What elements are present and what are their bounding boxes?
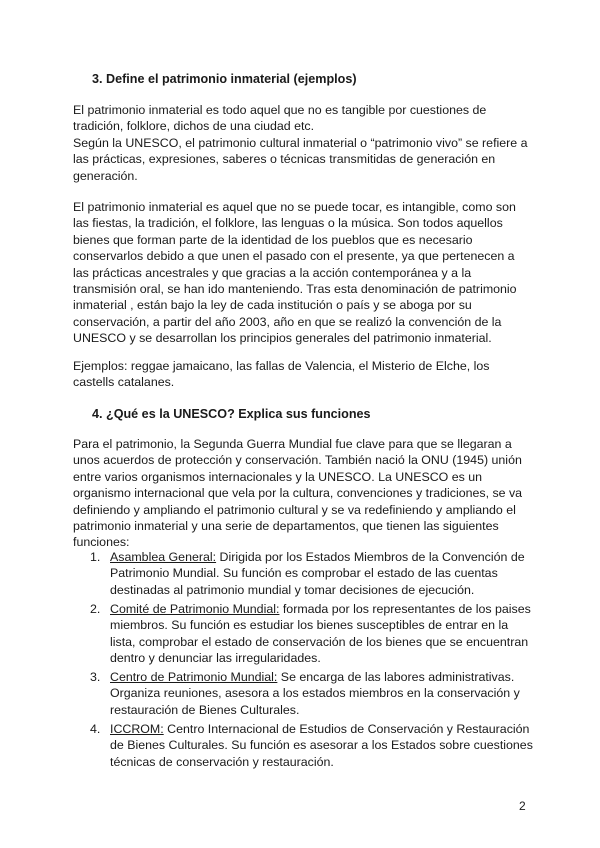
list-item-term: Comité de Patrimonio Mundial: (110, 601, 280, 616)
list-item-number: 4. (90, 721, 101, 736)
list-item-text: Dirigida por los Estados Miembros de la Convención de Patrimonio Mundial. Su función es comprobar el estado de las cuentas destinadas al patrimonio mundial y tomar decisiones de ejecución. (110, 550, 525, 597)
section-4-intro: Para el patrimonio, la Segunda Guerra Mundial fue clave para que se llegaran a unos acuerdos de protección y conservación. También nació la ONU (1945) unión entre varios organismos internacionales y la UNESCO. La UNESCO es un organismo internacional que vela por la cultura, convenciones y tradiciones, se va definiendo y ampliando el patrimonio cultural y se va redefiniendo y ampliando el patrimonio inmaterial y una serie de departamentos, que tienen las siguientes funciones: (73, 437, 523, 550)
list-item-term: ICCROM: (110, 721, 164, 736)
list-item (73, 601, 533, 667)
section-3-examples: Ejemplos: reggae jamaicano, las fallas de Valencia, el Misterio de Elche, los castells catalanes. (73, 359, 490, 390)
list-item-term: Asamblea General: (110, 550, 217, 564)
section-3-paragraph-1: El patrimonio inmaterial es todo aquel que no es tangible por cuestiones de tradición, folklore, dichos de una ciudad etc. (73, 103, 487, 134)
list-item (73, 549, 533, 598)
list-item-text: Centro Internacional de Estudios de Conservación y Restauración de Bienes Culturales. Su función es asesorar a los Estados sobre cuestiones técnicas de conservación y restauración. (110, 721, 533, 769)
section-4-heading: 4. ¿Qué es la UNESCO? Explica sus funciones (92, 407, 371, 421)
list-item-number: 1. (90, 550, 101, 564)
list-item-term: Centro de Patrimonio Mundial: (110, 670, 278, 685)
functions-list (73, 549, 533, 773)
list-item (73, 669, 533, 718)
page-number: 2 (519, 799, 526, 813)
list-item-number: 2. (90, 601, 101, 616)
list-item (73, 721, 533, 770)
section-3-heading: 3. Define el patrimonio inmaterial (ejemplos) (92, 72, 357, 86)
section-3-paragraph-2: Según la UNESCO, el patrimonio cultural inmaterial o “patrimonio vivo” se refiere a las prácticas, expresiones, saberes o técnicas transmitidas de generación en generación. (73, 136, 528, 183)
list-item-text: Se encarga de las labores administrativas. Organiza reuniones, asesora a los estados miembros en la conservación y restauración de Bienes Culturales. (110, 670, 520, 717)
list-item-text: formada por los representantes de los paises miembros. Su función es estudiar los bienes susceptibles de entrar en la lista, comprobar el estado de conservación de los bienes que se encuentran dentro y denunciar las irregularidades. (110, 601, 531, 666)
list-item-number: 3. (90, 670, 101, 685)
section-3-paragraph-3: El patrimonio inmaterial es aquel que no se puede tocar, es intangible, como son las fiestas, la tradición, el folklore, las lenguas o la música. Son todos aquellos bienes que forman parte de la identidad de los pueblos que es necesario conservarlos debido a que unen el pasado con el presente, ya que pertenecen a las prácticas ancestrales y que gracias a la acción contemporánea y a la transmisión oral, se han ido manteniendo. Tras esta denominación de patrimonio inmaterial , están bajo la ley de cada institución o país y se aboga por su conservación, a partir del año 2003, año en que se realizó la convención de la UNESCO y se desarrollan los principios generales del patrimonio inmaterial. (73, 200, 517, 346)
